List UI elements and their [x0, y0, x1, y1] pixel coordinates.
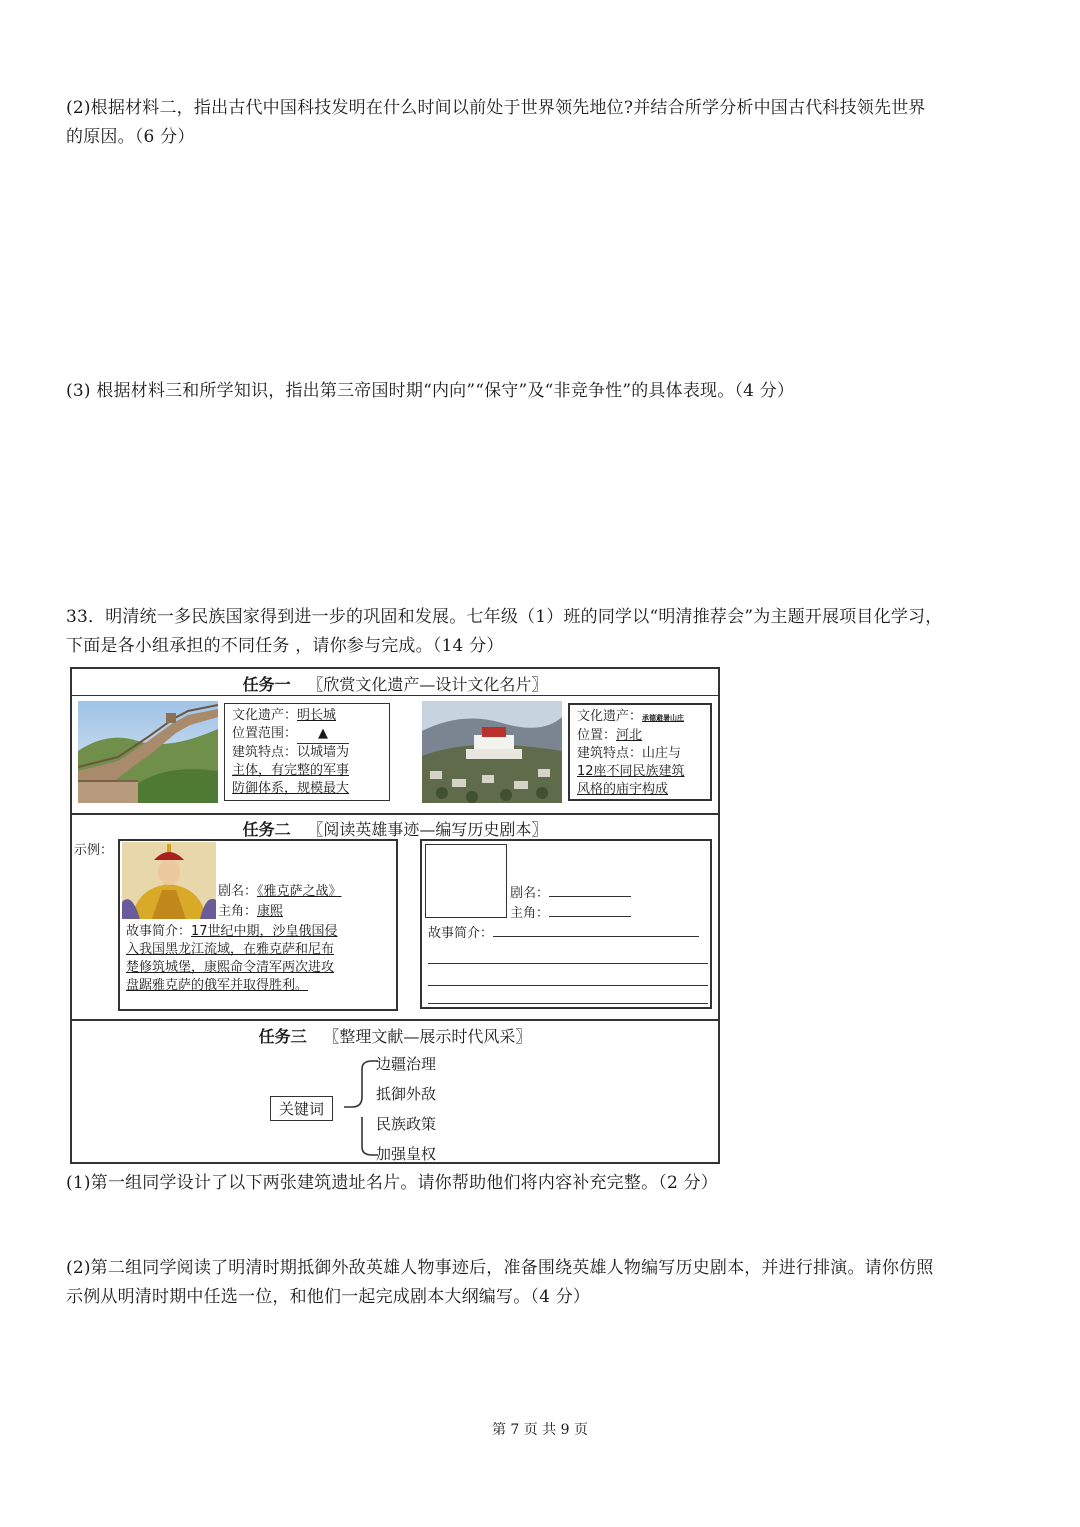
example-play-title: 《雅克萨之战》	[257, 884, 342, 899]
example-label: 示例：	[74, 843, 114, 858]
question-33-line-1: 33．明清统一多民族国家得到进一步的巩固和发展。七年级（1）班的同学以“明清推荐会”为主题开展项目化学习，	[66, 607, 943, 627]
mountain-resort-photo	[422, 701, 562, 803]
example-story: 故事简介：17世纪中期，沙皇俄国侵 入我国黑龙江流域，在雅克萨和尼布 楚修筑城堡，康熙命令清军两次进攻 盘踞雅克萨的俄军并取得胜利。	[126, 924, 338, 993]
sub-question-1: (1)第一组同学设计了以下两张建筑遗址名片。请你帮助他们将内容补充完整。（2 分）	[66, 1173, 718, 1193]
task3-panel	[72, 1021, 718, 1162]
blank-story-line-4	[428, 1003, 708, 1004]
question-2-line-1: (2)根据材料二，指出古代中国科技发明在什么时间以前处于世界领先地位?并结合所学分析中国古代科技领先世界	[66, 98, 926, 118]
question-33	[66, 603, 1026, 661]
kangxi-portrait	[122, 842, 216, 919]
heritage-card-mountain-resort: 文化遗产：承德避暑山庄 位置：河北 建筑特点：山庄与 12座不同民族建筑 风格的庙宇构成	[568, 703, 712, 801]
question-3: (3) 根据材料三和所学知识，指出第三帝国时期“内向”“保守”及“非竞争性”的具体表现。（4 分）	[66, 381, 795, 401]
task3-title: 任务三 〖整理文献—展示时代风采〗	[258, 1027, 532, 1046]
keyword-branch: 边疆治理	[376, 1055, 437, 1073]
question-33-line-2: 下面是各小组承担的不同任务 ，请你参与完成。（14 分）	[66, 636, 504, 656]
example-script-card: 剧名：《雅克萨之战》 主角：康熙 故事简介：17世纪中期，沙皇俄国侵 入我国黑龙江流域，在雅克萨和尼布 楚修筑城堡，康熙命令清军两次进攻 盘踞雅克萨的俄军并取得胜利。	[118, 839, 398, 1011]
keyword-root-box: 关键词	[270, 1096, 333, 1121]
task-figure	[70, 667, 720, 1164]
task1-title: 任务一 〖欣赏文化遗产—设计文化名片〗	[242, 675, 548, 694]
sub-question-2	[66, 1254, 1026, 1312]
example-lead-role: 康熙	[257, 904, 284, 919]
task2-title: 任务二 〖阅读英雄事迹—编写历史剧本〗	[242, 820, 548, 839]
page-footer: 第 7 页 共 9 页	[491, 1422, 589, 1438]
blank-story-line-1	[493, 936, 699, 937]
blank-story-line-3	[428, 985, 708, 986]
sub-question-2-line-2: 示例从明清时期中任选一位，和他们一起完成剧本大纲编写。（4 分）	[66, 1287, 591, 1307]
sub-question-2-line-1: (2)第二组同学阅读了明清时期抵御外敌英雄人物事迹后，准备围绕英雄人物编写历史剧本，并进行排演。请你仿照	[66, 1258, 934, 1278]
keyword-branch: 民族政策	[376, 1115, 437, 1133]
keyword-branch: 加强皇权	[376, 1145, 437, 1163]
blank-lead-line	[549, 916, 631, 917]
blank-script-card: 剧名： 主角： 故事简介：	[420, 839, 712, 1009]
card2-heritage-value: 承德避暑山庄	[642, 714, 685, 722]
blank-play-line	[549, 896, 631, 897]
question-2	[66, 94, 1026, 152]
task1-panel	[72, 669, 718, 815]
card1-heritage-value: 明长城	[297, 708, 337, 723]
task1-divider	[72, 695, 718, 696]
question-2-line-2: 的原因。（6 分）	[66, 127, 195, 147]
task2-panel	[72, 815, 718, 1021]
great-wall-photo	[78, 701, 218, 803]
blank-portrait-box	[425, 844, 507, 918]
keyword-branch: 抵御外敌	[376, 1085, 437, 1103]
blank-story-line-2	[428, 963, 708, 964]
keyword-brace	[344, 1051, 380, 1163]
heritage-card-great-wall: 文化遗产：明长城 位置范围： ▲ 建筑特点：以城墙为 主体，有完整的军事 防御体系，规模最大	[224, 703, 390, 801]
card1-location-blank: ▲	[297, 725, 349, 744]
